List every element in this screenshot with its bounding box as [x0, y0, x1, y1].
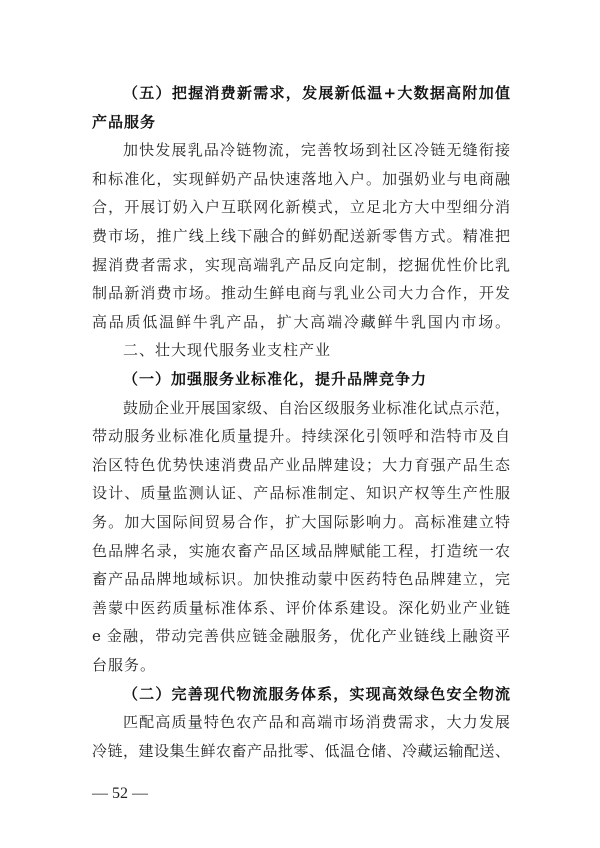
body-text-line: 冷链，建设集生鲜农畜产品批零、低温仓储、冷藏运输配送、	[92, 741, 510, 760]
body-text-line: 匹配高质量特色农产品和高端市场消费需求，大力发展	[123, 713, 510, 732]
body-text-line: 高品质低温鲜牛乳产品，扩大高端冷藏鲜牛乳国内市场。	[92, 312, 510, 331]
body-text-line: 带动服务业标准化质量提升。持续深化引领呼和浩特市及自	[92, 427, 510, 446]
body-text-line: 善蒙中医药质量标准体系、评价体系建设。深化奶业产业链	[92, 598, 510, 617]
body-text-line: 台服务。	[92, 656, 157, 674]
body-text-line: 握消费者需求，实现高端乳产品反向定制，挖掘优性价比乳	[92, 255, 510, 274]
section-heading-line: 二、壮大现代服务业支柱产业	[123, 341, 332, 360]
body-text-line: e 金融，带动完善供应链金融服务，优化产业链线上融资平	[92, 627, 510, 646]
body-text-line: 治区特色优势快速消费品产业品牌建设；大力育强产品生态	[92, 455, 510, 474]
body-text-line: 和标准化，实现鲜奶产品快速落地入户。加强奶业与电商融	[92, 169, 510, 188]
body-text-line: 鼓励企业开展国家级、自治区级服务业标准化试点示范，	[123, 398, 510, 417]
body-text-line: 设计、质量监测认证、产品标准制定、知识产权等生产性服	[92, 484, 510, 503]
section-heading-line: 产品服务	[92, 112, 157, 131]
body-text-line: 费市场，推广线上线下融合的鲜奶配送新零售方式。精准把	[92, 227, 510, 245]
body-text-line: 色品牌名录，实施农畜产品区域品牌赋能工程，打造统一农	[92, 541, 510, 560]
section-heading-line: （一）加强服务业标准化，提升品牌竞争力	[123, 370, 428, 388]
body-text-line: 合，开展订奶入户互联网化新模式，立足北方大中型细分消	[92, 198, 510, 217]
page-number: — 52 —	[92, 785, 148, 802]
body-text-line: 畜产品品牌地域标识。加快推动蒙中医药特色品牌建立，完	[92, 570, 510, 589]
body-text-line: 加快发展乳品冷链物流，完善牧场到社区冷链无缝衔接	[123, 141, 510, 160]
body-text-line: 制品新消费市场。推动生鲜电商与乳业公司大力合作，开发	[92, 284, 510, 303]
section-heading-line: （二）完善现代物流服务体系，实现高效绿色安全物流	[123, 684, 510, 703]
section-heading-line: （五）把握消费新需求，发展新低温+大数据高附加值	[123, 84, 510, 102]
body-text-line: 务。加大国际间贸易合作，扩大国际影响力。高标准建立特	[92, 513, 510, 531]
